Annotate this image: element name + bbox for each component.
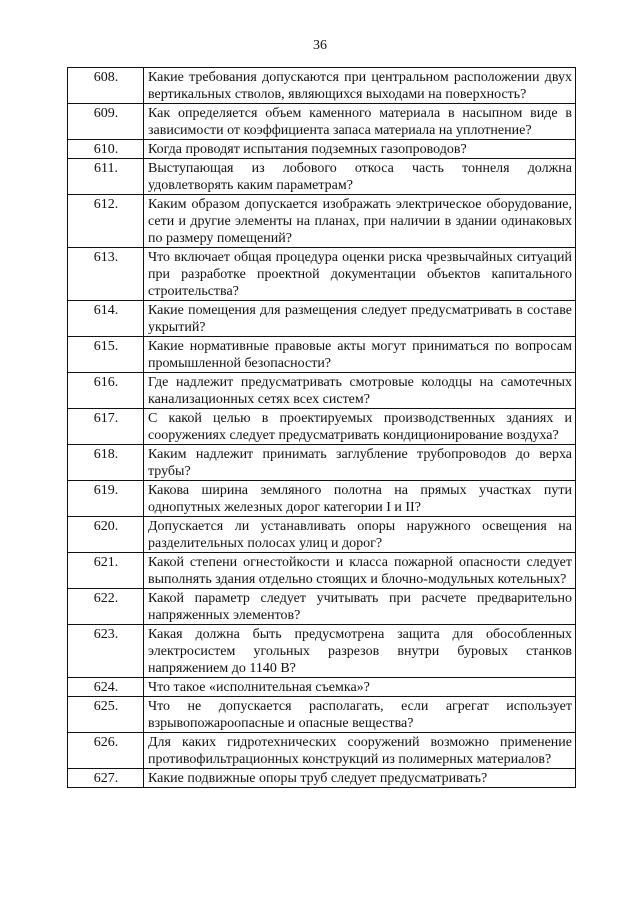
table-row — [68, 140, 576, 159]
table-row — [68, 68, 576, 104]
table-row — [68, 553, 576, 589]
question-text: Какие помещения для размещения следует предусматривать в составе укрытий? — [144, 301, 576, 337]
table-row — [68, 733, 576, 769]
question-text: Что не допускается располагать, если агрегат использует взрывопожароопасные и опасные вещества? — [144, 697, 576, 733]
question-number: 608. — [68, 68, 144, 104]
question-number: 609. — [68, 104, 144, 140]
question-text: Какие требования допускаются при центральном расположении двух вертикальных стволов, являющихся выходами на поверхность? — [144, 68, 576, 104]
questions-table-body — [68, 68, 576, 788]
table-row — [68, 697, 576, 733]
question-text: Каким надлежит принимать заглубление трубопроводов до верха трубы? — [144, 445, 576, 481]
question-number: 621. — [68, 553, 144, 589]
question-text: Каким образом допускается изображать электрическое оборудование, сети и другие элементы на планах, при наличии в здании одинаковых по размеру помещений? — [144, 195, 576, 248]
question-text: Какая должна быть предусмотрена защита для обособленных электросистем угольных разрезов внутри буровых станков напряжением до 1140 В? — [144, 625, 576, 678]
question-text: Что такое «исполнительная съемка»? — [144, 678, 576, 697]
question-number: 625. — [68, 697, 144, 733]
table-row — [68, 337, 576, 373]
question-text: Где надлежит предусматривать смотровые колодцы на самотечных канализационных сетях всех систем? — [144, 373, 576, 409]
question-number: 616. — [68, 373, 144, 409]
question-number: 624. — [68, 678, 144, 697]
question-text: Допускается ли устанавливать опоры наружного освещения на разделительных полосах улиц и дорог? — [144, 517, 576, 553]
question-text: Какой степени огнестойкости и класса пожарной опасности следует выполнять здания отдельно стоящих и блочно-модульных котельных? — [144, 553, 576, 589]
table-row — [68, 409, 576, 445]
question-text: Для каких гидротехнических сооружений возможно применение противофильтрационных конструкций из полимерных материалов? — [144, 733, 576, 769]
table-row — [68, 373, 576, 409]
table-row — [68, 481, 576, 517]
question-text: Какие подвижные опоры труб следует предусматривать? — [144, 769, 576, 788]
table-row — [68, 104, 576, 140]
question-number: 610. — [68, 140, 144, 159]
question-number: 615. — [68, 337, 144, 373]
question-number: 622. — [68, 589, 144, 625]
question-number: 613. — [68, 248, 144, 301]
question-number: 623. — [68, 625, 144, 678]
question-text: С какой целью в проектируемых производственных зданиях и сооружениях следует предусматривать кондиционирование воздуха? — [144, 409, 576, 445]
questions-table — [67, 67, 576, 788]
question-text: Что включает общая процедура оценки риска чрезвычайных ситуаций при разработке проектной документации объектов капитального строительства? — [144, 248, 576, 301]
table-row — [68, 159, 576, 195]
table-row — [68, 195, 576, 248]
table-row — [68, 625, 576, 678]
question-text: Какие нормативные правовые акты могут приниматься по вопросам промышленной безопасности? — [144, 337, 576, 373]
table-row — [68, 678, 576, 697]
question-number: 627. — [68, 769, 144, 788]
table-row — [68, 248, 576, 301]
question-text: Какой параметр следует учитывать при расчете предварительно напряженных элементов? — [144, 589, 576, 625]
page-number: 36 — [313, 38, 327, 53]
table-row — [68, 589, 576, 625]
table-row — [68, 517, 576, 553]
question-number: 611. — [68, 159, 144, 195]
table-row — [68, 769, 576, 788]
question-number: 617. — [68, 409, 144, 445]
question-number: 620. — [68, 517, 144, 553]
question-text: Как определяется объем каменного материала в насыпном виде в зависимости от коэффициента запаса материала на уплотнение? — [144, 104, 576, 140]
table-row — [68, 301, 576, 337]
question-text: Когда проводят испытания подземных газопроводов? — [144, 140, 576, 159]
question-text: Какова ширина земляного полотна на прямых участках пути однопутных железных дорог категории I и II? — [144, 481, 576, 517]
question-number: 614. — [68, 301, 144, 337]
question-number: 612. — [68, 195, 144, 248]
question-number: 618. — [68, 445, 144, 481]
question-number: 619. — [68, 481, 144, 517]
table-row — [68, 445, 576, 481]
question-number: 626. — [68, 733, 144, 769]
question-text: Выступающая из лобового откоса часть тоннеля должна удовлетворять каким параметрам? — [144, 159, 576, 195]
